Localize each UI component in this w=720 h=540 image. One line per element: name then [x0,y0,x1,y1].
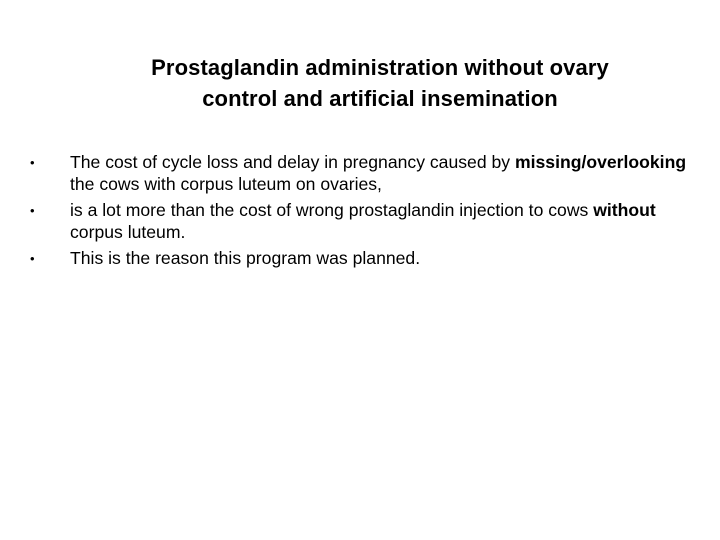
bullet-item-1 [30,152,700,195]
bullet-dot-icon: • [30,251,35,266]
bullet-item-3 [30,248,700,270]
bullet-text: is a lot more than the cost of wrong prostaglandin injection to cows [70,200,594,220]
title-line-2: control and artificial insemination [202,86,558,111]
bullet-text: This is the reason this program was planned. [70,248,421,268]
bullet-text: The cost of cycle loss and delay in pregnancy caused by [70,152,515,172]
title-line-1: Prostaglandin administration without ovary [151,55,609,80]
bullet-text: the cows with corpus luteum on ovaries, [70,173,382,194]
bullet-item-2 [30,200,700,243]
bullet-dot-icon: • [30,155,35,170]
bullet-bold-text: without [593,200,656,220]
bullet-text: corpus luteum. [70,221,186,242]
bullet-dot-icon: • [30,203,35,218]
bullet-list [30,152,700,275]
bullet-bold-text: missing/overlooking [514,152,687,172]
slide-title [60,52,700,114]
